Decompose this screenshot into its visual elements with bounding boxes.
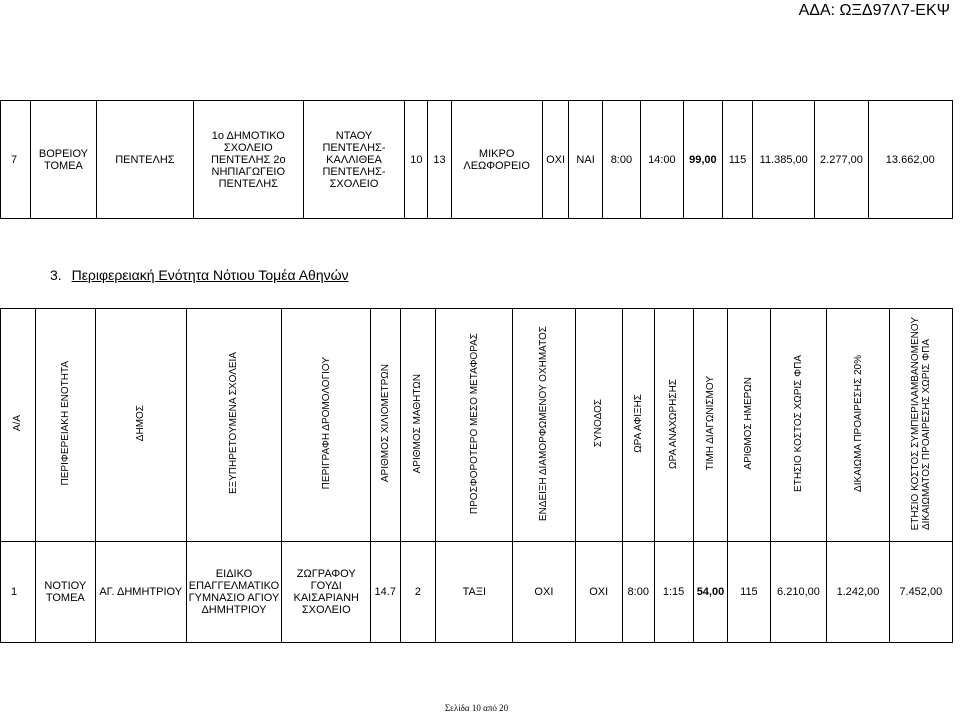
header-cell — [827, 309, 889, 542]
cell-imeres: 115 — [722, 101, 752, 219]
cell-anaxorisi: 1:15 — [654, 542, 693, 643]
header-cell — [282, 309, 371, 542]
cell-perigrafi: ΖΩΓΡΑΦΟΥ ΓΟΥΔΙ ΚΑΙΣΑΡΙΑΝΗ ΣΧΟΛΕΙΟ — [282, 542, 371, 643]
cell-periferiaki: ΒΟΡΕΙΟΥ ΤΟΜΕΑ — [31, 101, 97, 219]
header-label: ΔΙΚΑΙΩΜΑ ΠΡΟΑΙΡΕΣΗΣ 20% — [852, 355, 864, 492]
header-label-line1: ΕΤΗΣΙΟ ΚΟΣΤΟΣ ΣΥΜΠΕΡΙΛΑΜΒΑΝΟΜΕΝΟΥ — [909, 316, 921, 531]
table-row — [1, 542, 953, 643]
cell-imeres: 115 — [728, 542, 770, 643]
header-cell — [575, 309, 622, 542]
ada-code: ΑΔΑ: ΩΞΔ97Λ7-ΕΚΨ — [798, 2, 950, 19]
header-cell — [728, 309, 770, 542]
cell-endeixi: ΟΧΙ — [513, 542, 575, 643]
cell-timi: 99,00 — [683, 101, 722, 219]
cell-sxoleia: 1ο ΔΗΜΟΤΙΚΟ ΣΧΟΛΕΙΟ ΠΕΝΤΕΛΗΣ 2ο ΝΗΠΙΑΓΩΓΕΙΟ ΠΕΝΤΕΛΗΣ — [193, 101, 303, 219]
cell-meso: ΜΙΚΡΟ ΛΕΩΦΟΡΕΙΟ — [451, 101, 542, 219]
header-label: ΕΞΥΠΗΡΕΤΟΥΜΕΝΑ ΣΧΟΛΕΙΑ — [228, 352, 240, 495]
cell-timi: 54,00 — [693, 542, 728, 643]
header-cell — [889, 309, 952, 542]
header-cell — [622, 309, 654, 542]
cell-endeixi: ΟΧΙ — [542, 101, 569, 219]
cell-dimos: ΑΓ. ΔΗΜΗΤΡΙΟΥ — [95, 542, 186, 643]
cell-synodos: ΝΑΙ — [569, 101, 603, 219]
header-label: ΠΕΡΙΦΕΡΕΙΑΚΗ ΕΝΟΤΗΤΑ — [59, 361, 71, 486]
header-cell — [770, 309, 827, 542]
section-heading — [50, 267, 349, 283]
cell-dikaioma: 2.277,00 — [815, 101, 868, 219]
header-label: ΔΗΜΟΣ — [135, 405, 147, 442]
header-cell — [1, 309, 36, 542]
header-cell — [693, 309, 728, 542]
header-label: ΕΤΗΣΙΟ ΚΟΣΤΟΣ ΧΩΡΙΣ ΦΠΑ — [792, 355, 804, 492]
header-cell — [371, 309, 401, 542]
cell-dikaioma: 1.242,00 — [827, 542, 889, 643]
header-cell — [35, 309, 95, 542]
cell-kostos: 11.385,00 — [753, 101, 815, 219]
header-cell — [400, 309, 436, 542]
cell-aa: 1 — [1, 542, 36, 643]
header-label: ΠΕΡΙΓΡΑΦΗ ΔΡΟΜΟΛΟΓΙΟΥ — [320, 357, 332, 490]
table-row — [1, 101, 953, 219]
cell-mathites: 13 — [428, 101, 451, 219]
cell-anaxorisi: 14:00 — [640, 101, 683, 219]
cell-km: 14.7 — [371, 542, 401, 643]
cell-synoliko: 7.452,00 — [889, 542, 952, 643]
header-label: ΩΡΑ ΑΦΙΞΗΣ — [632, 394, 644, 453]
section-title: Περιφερειακή Ενότητα Νότιου Τομέα Αθηνών — [71, 267, 349, 283]
cell-afixi: 8:00 — [602, 101, 640, 219]
header-label: ΠΡΟΣΦΟΡΟΤΕΡΟ ΜΕΣΟ ΜΕΤΑΦΟΡΑΣ — [468, 332, 480, 515]
cell-dimos: ΠΕΝΤΕΛΗΣ — [96, 101, 193, 219]
header-cell — [654, 309, 693, 542]
cell-synoliko: 13.662,00 — [868, 101, 952, 219]
header-label: ΑΡΙΘΜΟΣ ΜΑΘΗΤΩΝ — [412, 373, 424, 474]
cell-periferiaki: ΝΟΤΙΟΥ ΤΟΜΕΑ — [35, 542, 95, 643]
cell-synodos: ΟΧΙ — [575, 542, 622, 643]
header-label: ΩΡΑ ΑΝΑΧΩΡΗΣΗΣ — [668, 378, 680, 469]
header-label: ΕΝΔΕΙΞΗ ΔΙΑΜΟΡΦΩΜΕΝΟΥ ΟΧΗΜΑΤΟΣ — [538, 325, 550, 522]
header-label: Α/Α — [12, 415, 24, 432]
header-row — [1, 309, 953, 542]
header-label: ΑΡΙΘΜΟΣ ΧΙΛΙΟΜΕΤΡΩΝ — [379, 364, 391, 483]
header-cell — [186, 309, 282, 542]
header-label: ΤΙΜΗ ΔΙΑΓΩΝΙΣΜΟΥ — [704, 376, 716, 471]
cell-kostos: 6.210,00 — [770, 542, 827, 643]
header-cell — [436, 309, 513, 542]
section-number: 3. — [50, 267, 62, 283]
cell-sxoleia: ΕΙΔΙΚΟ ΕΠΑΓΓΕΛΜΑΤΙΚΟ ΓΥΜΝΑΣΙΟ ΑΓΙΟΥ ΔΗΜΗΤΡΙΟΥ — [186, 542, 282, 643]
previous-route-table — [0, 100, 953, 219]
cell-meso: ΤΑΞΙ — [436, 542, 513, 643]
routes-table — [0, 308, 953, 643]
page-footer: Σελίδα 10 από 20 — [444, 703, 509, 713]
cell-aa: 7 — [1, 101, 31, 219]
cell-km: 10 — [405, 101, 428, 219]
cell-mathites: 2 — [400, 542, 436, 643]
cell-perigrafi: ΝΤΑΟΥ ΠΕΝΤΕΛΗΣ- ΚΑΛΛΙΘΕΑ ΠΕΝΤΕΛΗΣ- ΣΧΟΛΕΙΟ — [303, 101, 405, 219]
header-label: ΑΡΙΘΜΟΣ ΗΜΕΡΩΝ — [743, 377, 755, 470]
header-label-line2: ΔΙΚΑΙΩΜΑΤΟΣ ΠΡΟΑΙΡΕΣΗΣ ΧΩΡΙΣ ΦΠΑ — [920, 339, 932, 531]
header-label: ΣΥΝΟΔΟΣ — [593, 399, 605, 448]
header-cell — [513, 309, 575, 542]
cell-afixi: 8:00 — [622, 542, 654, 643]
header-cell — [95, 309, 186, 542]
